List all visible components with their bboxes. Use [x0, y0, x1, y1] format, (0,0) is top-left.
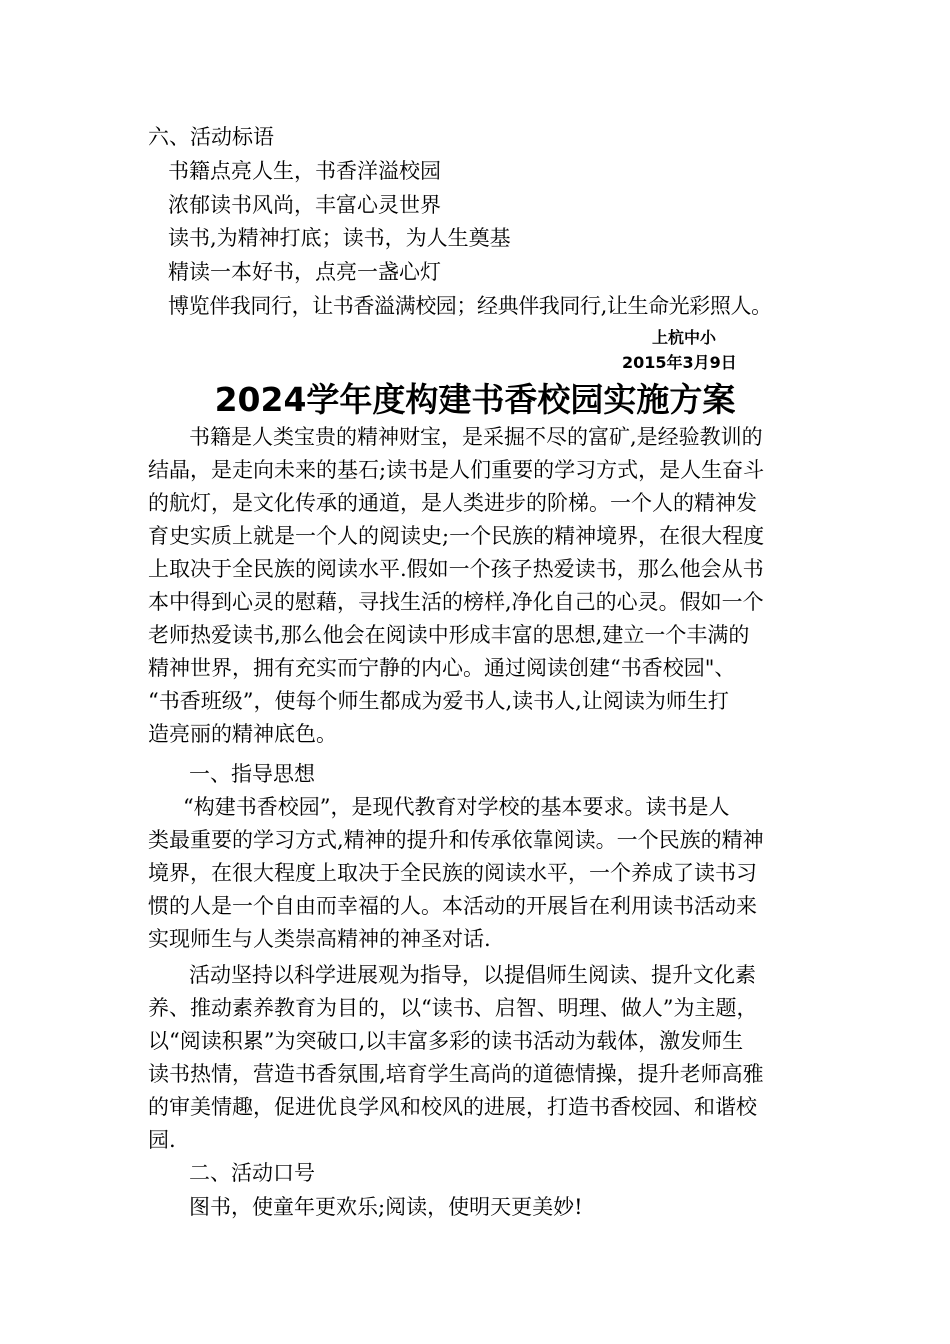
slogan-line: 精读一本好书，点亮一盏心灯: [168, 260, 441, 284]
slogan-line: 书籍点亮人生，书香洋溢校园: [168, 159, 441, 183]
section1-para2-line: 的审美情趣，促进优良学风和校风的进展，打造书香校园、和谐校: [148, 1095, 757, 1119]
section6-heading: 六、活动标语: [148, 125, 274, 149]
slogan-line: 读书,为精神打底；读书，为人生奠基: [168, 226, 511, 250]
document-title: 2024学年度构建书香校园实施方案: [214, 380, 736, 419]
intro-line: 结晶，是走向未来的基石;读书是人们重要的学习方式，是人生奋斗: [148, 458, 765, 482]
intro-line: 本中得到心灵的慰藉，寻找生活的榜样,净化自己的心灵。假如一个: [148, 590, 764, 614]
section1-para1-line: 惯的人是一个自由而幸福的人。本活动的开展旨在利用读书活动来: [148, 894, 757, 918]
intro-line: 书籍是人类宝贵的精神财宝，是采掘不尽的富矿,是经验教训的: [189, 425, 763, 449]
section2-heading: 二、活动口号: [189, 1161, 315, 1185]
section1-para1-line: 境界，在很大程度上取决于全民族的阅读水平，一个养成了读书习: [148, 861, 757, 885]
section1-para2-line: 活动坚持以科学进展观为指导，以提倡师生阅读、提升文化素: [189, 963, 756, 987]
signature-school: 上杭中小: [652, 328, 717, 347]
intro-line: 造亮丽的精神底色。: [148, 722, 337, 746]
section1-para1-line: 类最重要的学习方式,精神的提升和传承依靠阅读。一个民族的精神: [148, 828, 764, 852]
section1-para1-line: 实现师生与人类崇高精神的神圣对话.: [148, 927, 491, 951]
intro-line: 的航灯，是文化传承的通道，是人类进步的阶梯。一个人的精神发: [148, 491, 757, 515]
section2-slogan: 图书，使童年更欢乐;阅读，使明天更美妙!: [189, 1195, 583, 1219]
section1-para2-line: 读书热情，营造书香氛围,培育学生高尚的道德情操，提升老师高雅: [148, 1062, 764, 1086]
slogan-line: 博览伴我同行，让书香溢满校园；经典伴我同行,让生命光彩照人。: [168, 294, 772, 318]
intro-line: 老师热爱读书,那么他会在阅读中形成丰富的思想,建立一个丰满的: [148, 623, 750, 647]
intro-line: 上取决于全民族的阅读水平.假如一个孩子热爱读书，那么他会从书: [148, 557, 764, 581]
intro-line: 精神世界，拥有充实而宁静的内心。通过阅读创建“书香校园"、: [148, 656, 736, 680]
intro-line: “书香班级”，使每个师生都成为爱书人,读书人,让阅读为师生打: [148, 689, 729, 713]
section1-para2-line: 园.: [148, 1128, 176, 1152]
section1-para1-line: “构建书香校园”，是现代教育对学校的基本要求。读书是人: [183, 795, 730, 819]
slogan-line: 浓郁读书风尚，丰富心灵世界: [168, 193, 441, 217]
signature-date: 2015年3月9日: [622, 353, 737, 372]
section1-heading: 一、指导思想: [189, 762, 315, 786]
section1-para2-line: 养、推动素养教育为目的，以“读书、启智、明理、做人”为主题，: [148, 996, 758, 1020]
section1-para2-line: 以“阅读积累”为突破口,以丰富多彩的读书活动为载体，激发师生: [148, 1029, 744, 1053]
intro-line: 育史实质上就是一个人的阅读史;一个民族的精神境界，在很大程度: [148, 524, 765, 548]
